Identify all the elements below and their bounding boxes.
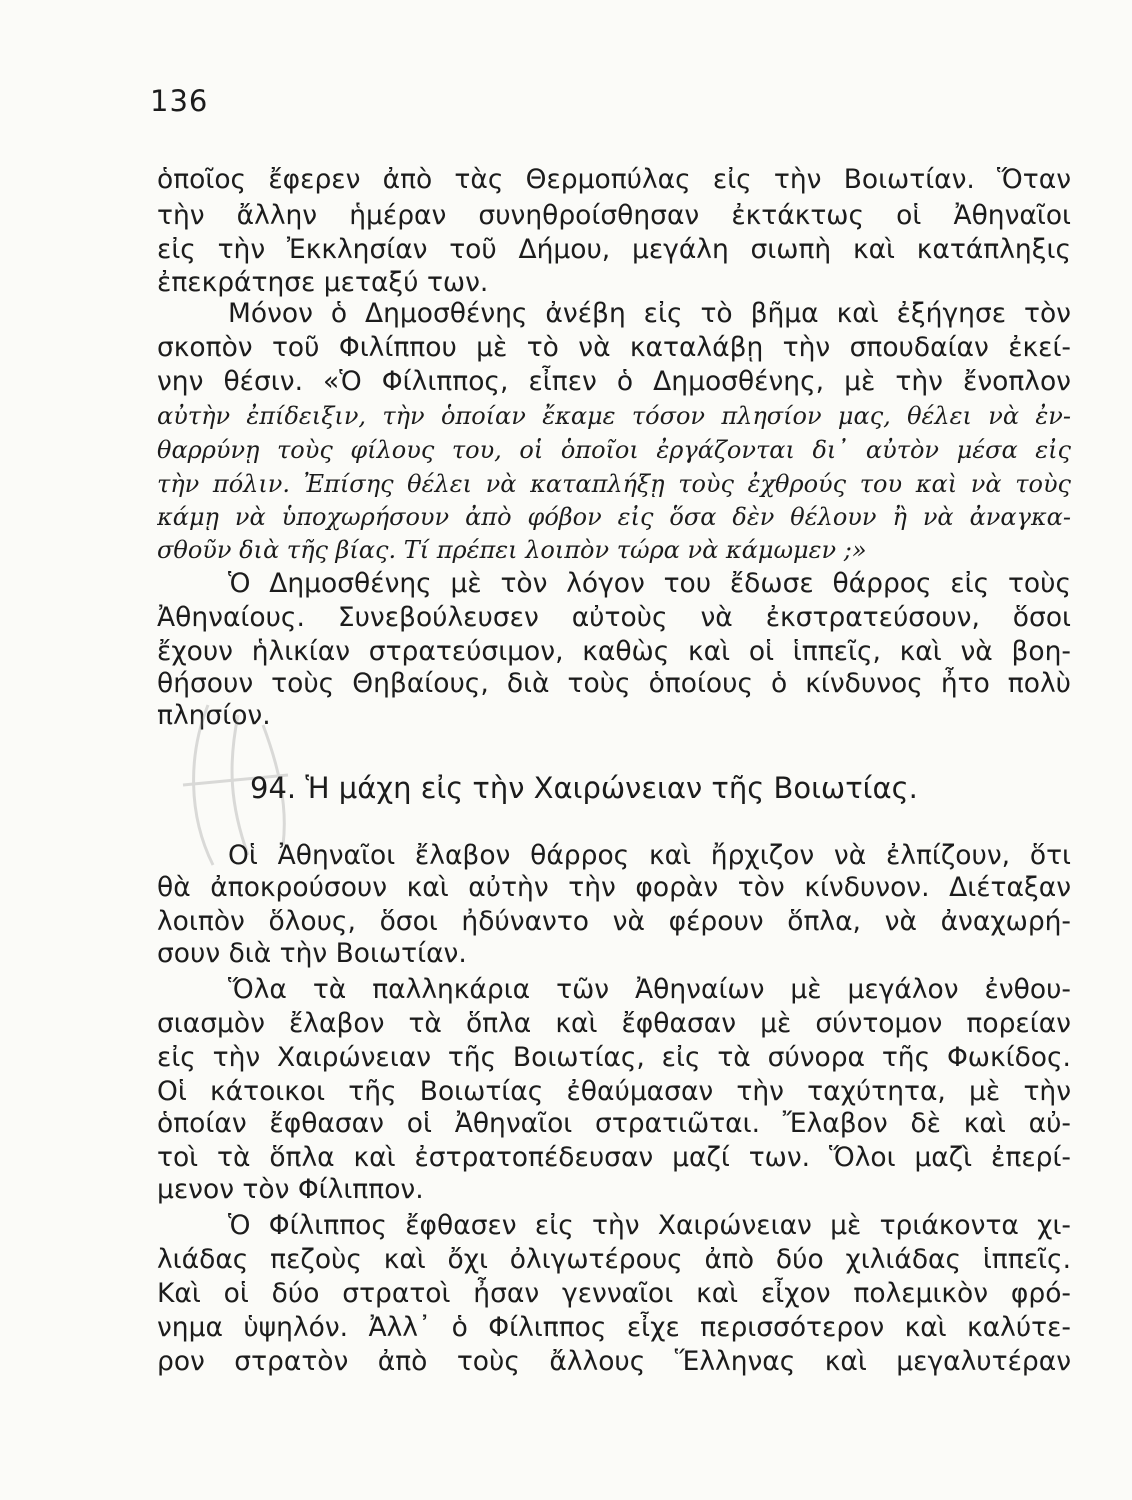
text-line: Οἱ Ἀθηναῖοι ἔλαβον θάρρος καὶ ἤρχιζον νὰ ἐλπίζουν, ὅτι <box>228 840 1071 871</box>
text-line: Μόνον ὁ Δημοσθένης ἀνέβη εἰς τὸ βῆμα καὶ ἐξήγησε τὸν <box>228 298 1071 329</box>
text-line: μενον τὸν Φίλιππον. <box>157 1174 424 1205</box>
text-line: νην θέσιν. «Ὁ Φίλιππος, εἶπεν ὁ Δημοσθένης, μὲ τὴν ἔνοπλον <box>157 366 1071 397</box>
text-line: εἰς τὴν Ἐκκλησίαν τοῦ Δήμου, μεγάλη σιωπὴ καὶ κατάπληξις <box>157 234 1071 265</box>
text-line: τοὶ τὰ ὅπλα καὶ ἐστρατοπέδευσαν μαζί των. Ὅλοι μαζὶ ἐπερί- <box>157 1142 1071 1173</box>
text-line: εἰς τὴν Χαιρώνειαν τῆς Βοιωτίας, εἰς τὰ σύνορα τῆς Φωκίδος. <box>157 1042 1071 1073</box>
text-line: πλησίον. <box>157 700 271 731</box>
text-line: Ὁ Δημοσθένης μὲ τὸν λόγον του ἔδωσε θάρρος εἰς τοὺς <box>228 568 1071 599</box>
text-line: ρον στρατὸν ἀπὸ τοὺς ἄλλους Ἕλληνας καὶ μεγαλυτέραν <box>157 1346 1071 1377</box>
page-number: 136 <box>150 84 209 118</box>
text-line: θὰ ἀποκρούσουν καὶ αὐτὴν τὴν φορὰν τὸν κίνδυνον. Διέταξαν <box>157 872 1071 903</box>
text-line: σκοπὸν τοῦ Φιλίππου μὲ τὸ νὰ καταλάβῃ τὴν σπουδαίαν ἐκεί- <box>157 332 1071 363</box>
text-line: νημα ὑψηλόν. Ἀλλ᾽ ὁ Φίλιππος εἶχε περισσότερον καὶ καλύτε- <box>157 1312 1071 1343</box>
text-line: ὁποῖος ἔφερεν ἀπὸ τὰς Θερμοπύλας εἰς τὴν Βοιωτίαν. Ὅταν <box>157 164 1071 195</box>
text-line: λιάδας πεζοὺς καὶ ὄχι ὀλιγωτέρους ἀπὸ δύο χιλιάδας ἱππεῖς. <box>157 1244 1071 1275</box>
text-line: θαρρύνῃ τοὺς φίλους του, οἱ ὁποῖοι ἐργάζονται δι᾽ αὐτὸν μέσα εἰς <box>157 436 1071 464</box>
section-heading: 94. Ἡ μάχη εἰς τὴν Χαιρώνειαν τῆς Βοιωτίας. <box>250 771 918 805</box>
text-line: Καὶ οἱ δύο στρατοὶ ἦσαν γενναῖοι καὶ εἶχον πολεμικὸν φρό- <box>157 1278 1071 1309</box>
text-line: Ὁ Φίλιππος ἔφθασεν εἰς τὴν Χαιρώνειαν μὲ τριάκοντα χι- <box>228 1210 1071 1241</box>
text-line: λοιπὸν ὅλους, ὅσοι ἠδύναντο νὰ φέρουν ὅπλα, νὰ ἀναχωρή- <box>157 906 1071 937</box>
text-line: θήσουν τοὺς Θηβαίους, διὰ τοὺς ὁποίους ὁ κίνδυνος ἦτο πολὺ <box>157 668 1071 699</box>
text-line: σιασμὸν ἔλαβον τὰ ὅπλα καὶ ἔφθασαν μὲ σύντομον πορείαν <box>157 1008 1071 1039</box>
text-line: Ὅλα τὰ παλληκάρια τῶν Ἀθηναίων μὲ μεγάλον ἐνθου- <box>228 974 1071 1005</box>
text-line: αὐτὴν ἐπίδειξιν, τὴν ὁποίαν ἔκαμε τόσον πλησίον μας, θέλει νὰ ἐν- <box>157 402 1071 430</box>
text-line: ὁποίαν ἔφθασαν οἱ Ἀθηναῖοι στρατιῶται. Ἔλαβον δὲ καὶ αὐ- <box>157 1108 1071 1139</box>
text-line: σθοῦν διὰ τῆς βίας. Τί πρέπει λοιπὸν τώρα νὰ κάμωμεν ;» <box>157 536 867 564</box>
text-line: τὴν ἄλλην ἡμέραν συνηθροίσθησαν ἐκτάκτως οἱ Ἀθηναῖοι <box>157 200 1071 231</box>
text-line: σουν διὰ τὴν Βοιωτίαν. <box>157 938 467 969</box>
text-line: κάμῃ νὰ ὑποχωρήσουν ἀπὸ φόβον εἰς ὅσα δὲν θέλουν ἢ νὰ ἀναγκα- <box>157 503 1071 531</box>
text-line: ἔχουν ἡλικίαν στρατεύσιμον, καθὼς καὶ οἱ ἱππεῖς, καὶ νὰ βοη- <box>157 636 1071 667</box>
text-line: τὴν πόλιν. Ἐπίσης θέλει νὰ καταπλήξῃ τοὺς ἐχθρούς του καὶ νὰ τοὺς <box>157 470 1071 498</box>
text-line: Ἀθηναίους. Συνεβούλευσεν αὐτοὺς νὰ ἐκστρατεύσουν, ὅσοι <box>157 602 1071 633</box>
text-line: ἐπεκράτησε μεταξύ των. <box>157 267 489 298</box>
text-line: Οἱ κάτοικοι τῆς Βοιωτίας ἐθαύμασαν τὴν ταχύτητα, μὲ τὴν <box>157 1076 1071 1107</box>
